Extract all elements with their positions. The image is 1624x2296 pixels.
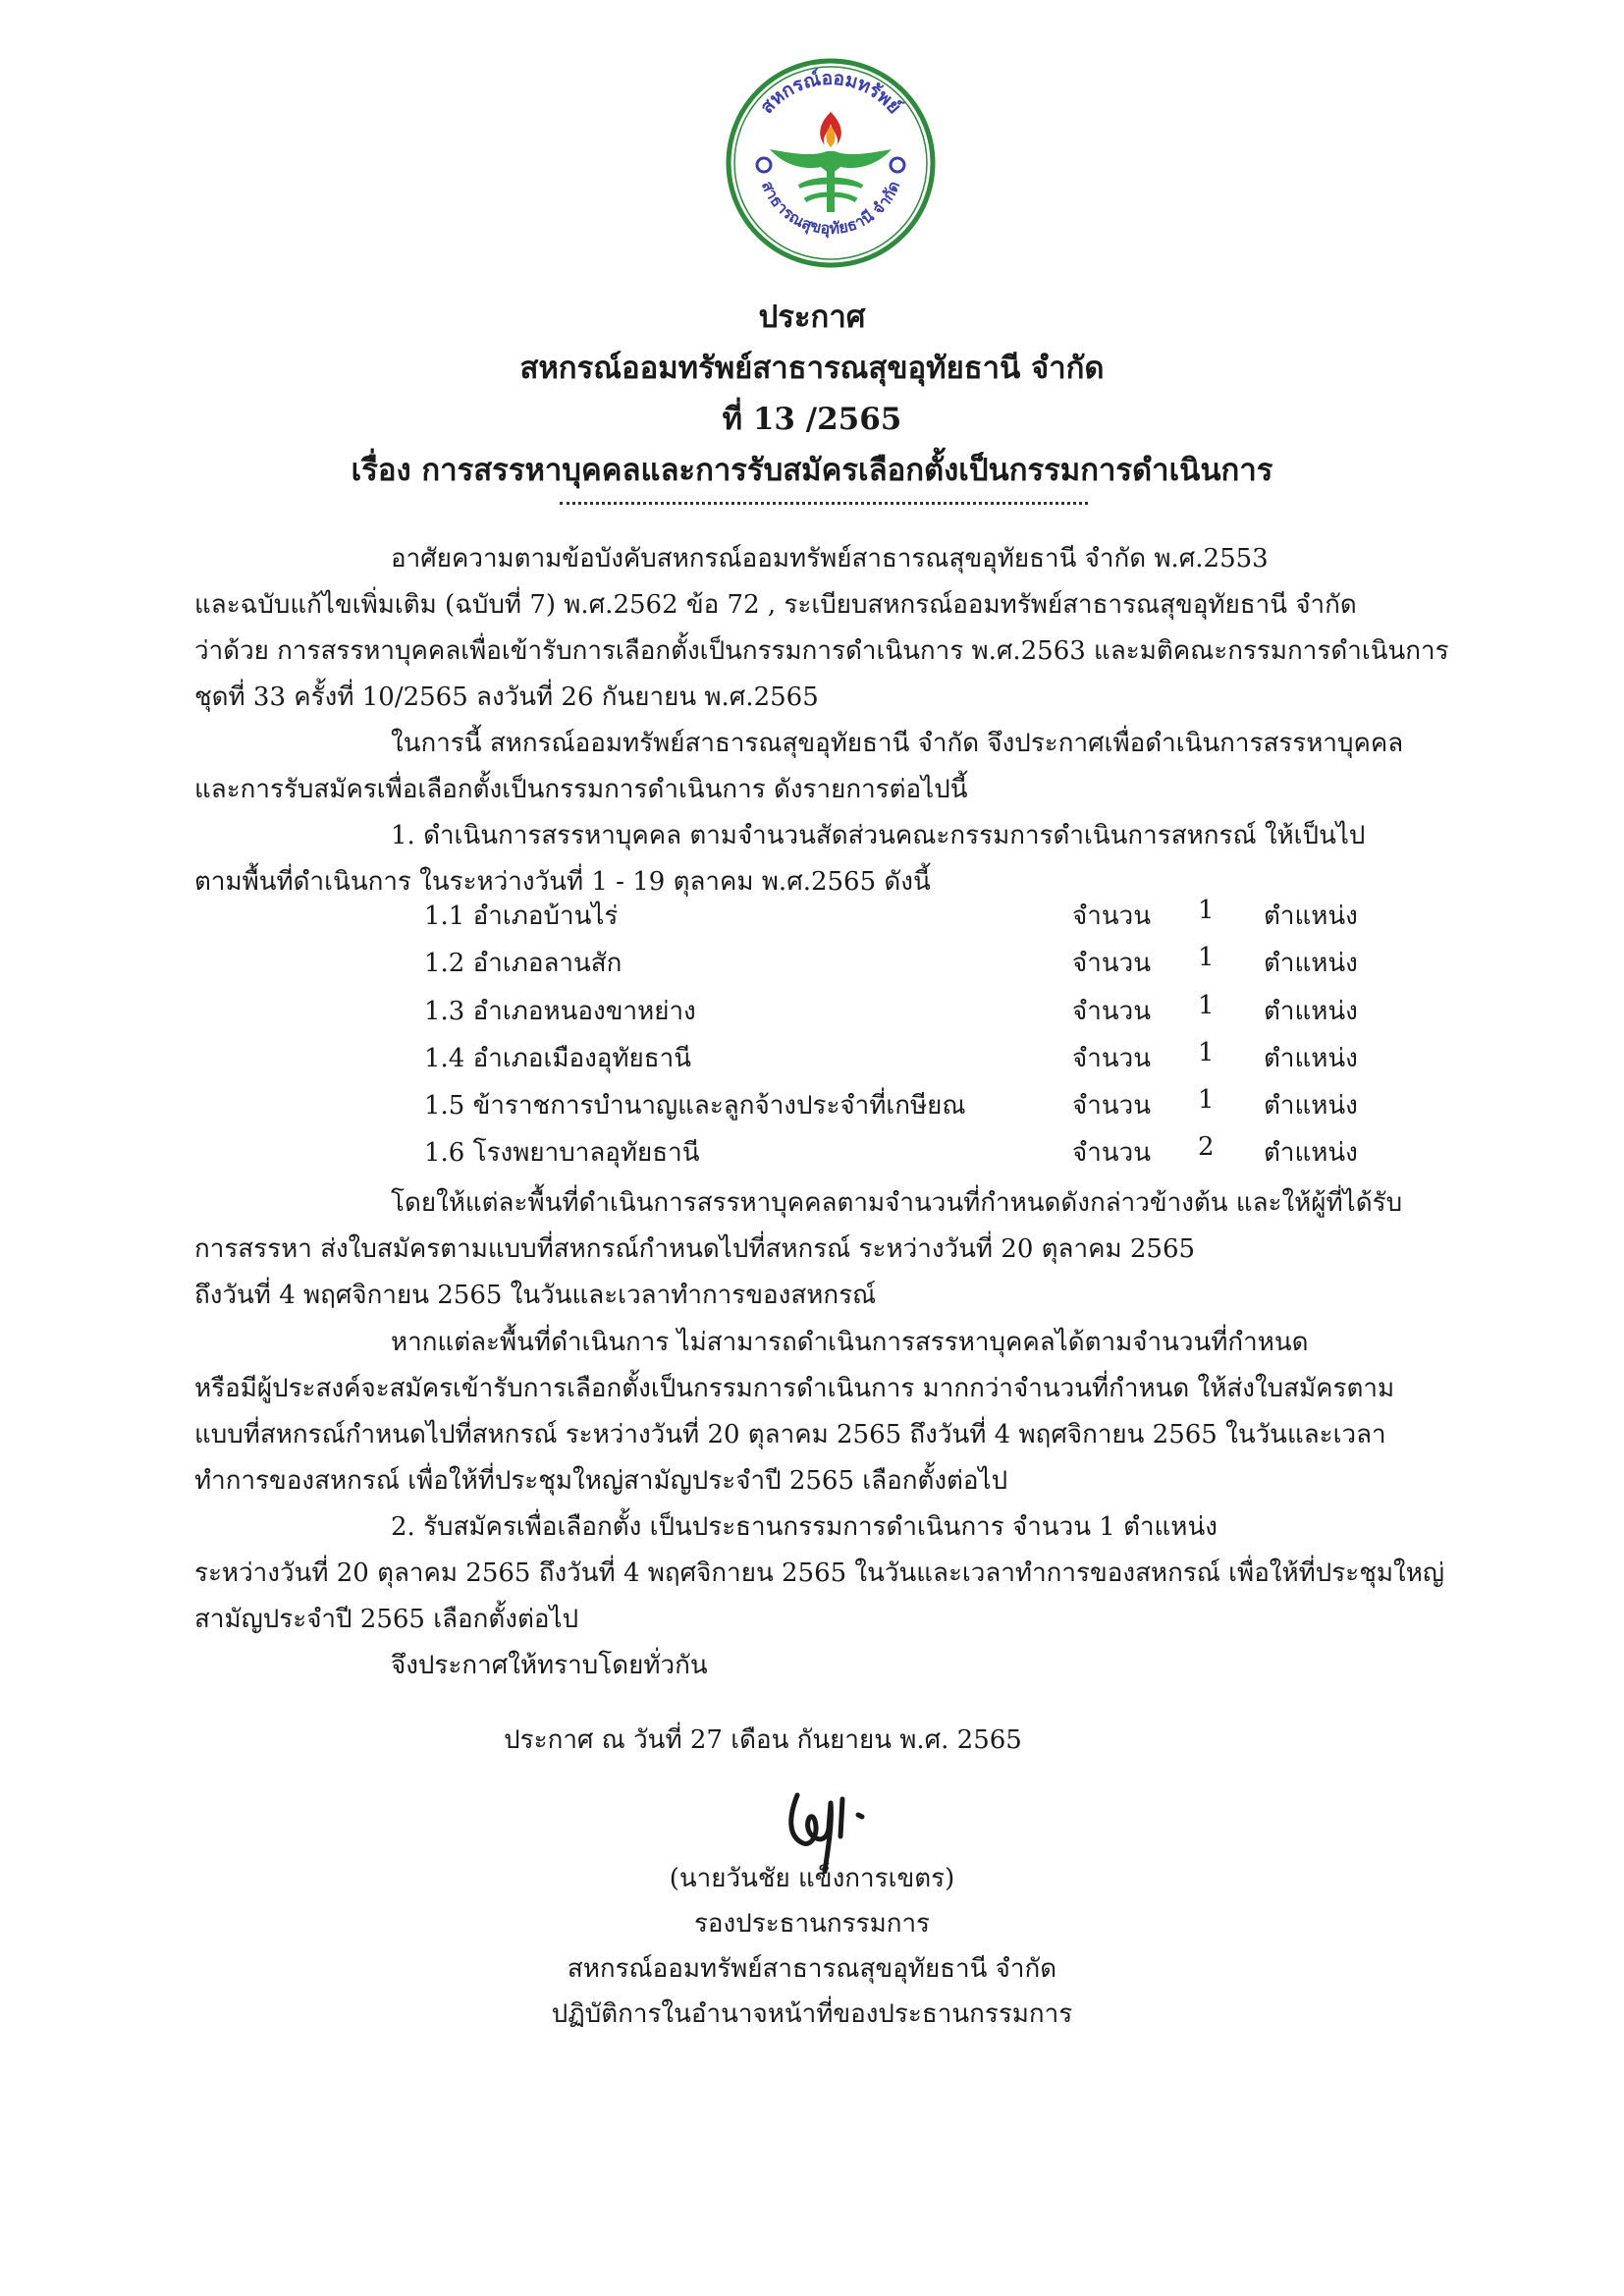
text-line: ตามพื้นที่ดำเนินการ ในระหว่างวันที่ 1 - 19 ตุลาคม พ.ศ.2565 ดังนี้ — [194, 867, 931, 897]
item-count: 1 — [1198, 943, 1215, 973]
item-count: 2 — [1198, 1132, 1215, 1163]
organization-name: สหกรณ์ออมทรัพย์สาธารณสุขอุทัยธานี จำกัด — [519, 351, 1105, 386]
item-label: 1.6 โรงพยาบาลอุทัยธานี — [424, 1138, 700, 1169]
text-line: ชุดที่ 33 ครั้งที่ 10/2565 ลงวันที่ 26 กันยายน พ.ศ.2565 — [194, 683, 819, 712]
text-line: ถึงวันที่ 4 พฤศจิกายน 2565 ในวันและเวลาทำการของสหกรณ์ — [194, 1281, 877, 1310]
signer-acting-role: ปฏิบัติการในอำนาจหน้าที่ของประธานกรรมการ — [551, 1999, 1073, 2029]
text-line: ทำการของสหกรณ์ เพื่อให้ที่ประชุมใหญ่สามัญประจำปี 2565 เลือกตั้งต่อไป — [194, 1466, 1008, 1496]
item-count: 1 — [1198, 896, 1215, 925]
text-line: และการรับสมัครเพื่อเลือกตั้งเป็นกรรมการดำเนินการ ดังรายการต่อไปนี้ — [194, 775, 968, 804]
item-count-label: จำนวน — [1072, 949, 1151, 979]
list-item — [424, 896, 1406, 943]
text-line: ระหว่างวันที่ 20 ตุลาคม 2565 ถึงวันที่ 4 พฤศจิกายน 2565 ในวันและเวลาทำการของสหกรณ์ เพื่อให้ที่ประชุมใหญ่ — [194, 1558, 1444, 1588]
area-quota-list — [424, 896, 1406, 1180]
list-item — [424, 991, 1406, 1038]
item-count: 1 — [1198, 1037, 1215, 1067]
announcement-subject: เรื่อง การสรรหาบุคคลและการรับสมัครเลือกตั้งเป็นกรรมการดำเนินการ — [351, 453, 1273, 488]
announcement-number: ที่ 13 /2565 — [722, 402, 902, 437]
item-unit: ตำแหน่ง — [1264, 902, 1358, 931]
item-count: 1 — [1198, 990, 1215, 1020]
list-item — [424, 1085, 1406, 1132]
logo-text-bottom: สาธารณสุขอุทัยธานี จำกัด — [757, 178, 904, 239]
item-count-label: จำนวน — [1072, 1091, 1151, 1121]
item-count-label: จำนวน — [1072, 902, 1151, 931]
text-line: แบบที่สหกรณ์กำหนดไปที่สหกรณ์ ระหว่างวันที่ 20 ตุลาคม 2565 ถึงวันที่ 4 พฤศจิกายน 2565 ในวันและเวลา — [194, 1420, 1386, 1449]
item-label: 1.4 อำเภอเมืองอุทัยธานี — [424, 1043, 692, 1073]
text-line: หากแต่ละพื้นที่ดำเนินการ ไม่สามารถดำเนินการสรรหาบุคคลได้ตามจำนวนที่กำหนด — [391, 1328, 1309, 1357]
text-line: 1. ดำเนินการสรรหาบุคคล ตามจำนวนสัดส่วนคณะกรรมการดำเนินการสหกรณ์ ให้เป็นไป — [391, 821, 1366, 850]
paragraph-purpose — [194, 721, 1496, 813]
text-line: หรือมีผู้ประสงค์จะสมัครเข้ารับการเลือกตั้งเป็นกรรมการดำเนินการ มากกว่าจำนวนที่กำหนด ให้ส่งใบสมัครตาม — [194, 1374, 1395, 1403]
text-line: การสรรหา ส่งใบสมัครตามแบบที่สหกรณ์กำหนดไปที่สหกรณ์ ระหว่างวันที่ 20 ตุลาคม 2565 — [194, 1234, 1196, 1264]
text-line: ในการนี้ สหกรณ์ออมทรัพย์สาธารณสุขอุทัยธานี จำกัด จึงประกาศเพื่อดำเนินการสรรหาบุคคล — [391, 729, 1404, 758]
item-count-label: จำนวน — [1072, 1138, 1151, 1169]
item-label: 1.2 อำเภอลานสัก — [424, 949, 623, 979]
text-line: และฉบับแก้ไขเพิ่มเติม (ฉบับที่ 7) พ.ศ.2562 ข้อ 72 , ระเบียบสหกรณ์ออมทรัพย์สาธารณสุขอุทัยธานี จำกัด — [194, 590, 1357, 620]
text-line: 2. รับสมัครเพื่อเลือกตั้ง เป็นประธานกรรมการดำเนินการ จำนวน 1 ตำแหน่ง — [391, 1512, 1218, 1542]
item-unit: ตำแหน่ง — [1264, 1091, 1358, 1121]
text-line: จึงประกาศให้ทราบโดยทั่วกัน — [391, 1651, 708, 1680]
cooperative-logo — [723, 55, 939, 271]
paragraph-submission — [194, 1180, 1496, 1319]
announcement-title: ประกาศ — [758, 300, 866, 335]
logo-text-top: สหกรณ์ออมทรัพย์ — [756, 67, 905, 119]
text-line: ว่าด้วย การสรรหาบุคคลเพื่อเข้ารับการเลือกตั้งเป็นกรรมการดำเนินการ พ.ศ.2563 และมติคณะกรรมการดำเนินการ — [194, 636, 1449, 666]
heading-divider — [560, 502, 1088, 505]
signer-position: รองประธานกรรมการ — [693, 1909, 931, 1939]
signer-name: (นายวันชัย แข็งการเขตร) — [669, 1864, 955, 1893]
paragraph-authority — [194, 536, 1496, 721]
announcement-date: ประกาศ ณ วันที่ 27 เดือน กันยายน พ.ศ. 2565 — [504, 1725, 1022, 1755]
item-unit: ตำแหน่ง — [1264, 1043, 1358, 1073]
item-label: 1.5 ข้าราชการบำนาญและลูกจ้างประจำที่เกษียณ — [424, 1091, 966, 1121]
item-unit: ตำแหน่ง — [1264, 949, 1358, 979]
list-item — [424, 1132, 1406, 1179]
item-count-label: จำนวน — [1072, 1043, 1151, 1073]
list-item — [424, 1038, 1406, 1085]
closing-statement — [194, 1643, 1496, 1689]
text-line: อาศัยความตามข้อบังคับสหกรณ์ออมทรัพย์สาธารณสุขอุทัยธานี จำกัด พ.ศ.2553 — [391, 544, 1269, 574]
paragraph-fallback — [194, 1320, 1496, 1504]
item-unit: ตำแหน่ง — [1264, 1138, 1358, 1169]
list-item — [424, 943, 1406, 990]
paragraph-section-2 — [194, 1504, 1496, 1643]
item-label: 1.1 อำเภอบ้านไร่ — [424, 902, 619, 931]
item-count-label: จำนวน — [1072, 996, 1151, 1026]
item-label: 1.3 อำเภอหนองขาหย่าง — [424, 996, 696, 1026]
signer-organization: สหกรณ์ออมทรัพย์สาธารณสุขอุทัยธานี จำกัด — [567, 1954, 1057, 1984]
text-line: โดยให้แต่ละพื้นที่ดำเนินการสรรหาบุคคลตามจำนวนที่กำหนดดังกล่าวข้างต้น และให้ผู้ที่ได้รับ — [391, 1188, 1403, 1218]
item-count: 1 — [1198, 1085, 1215, 1116]
item-unit: ตำแหน่ง — [1264, 996, 1358, 1026]
paragraph-section-1 — [194, 813, 1496, 905]
text-line: สามัญประจำปี 2565 เลือกตั้งต่อไป — [194, 1605, 579, 1634]
